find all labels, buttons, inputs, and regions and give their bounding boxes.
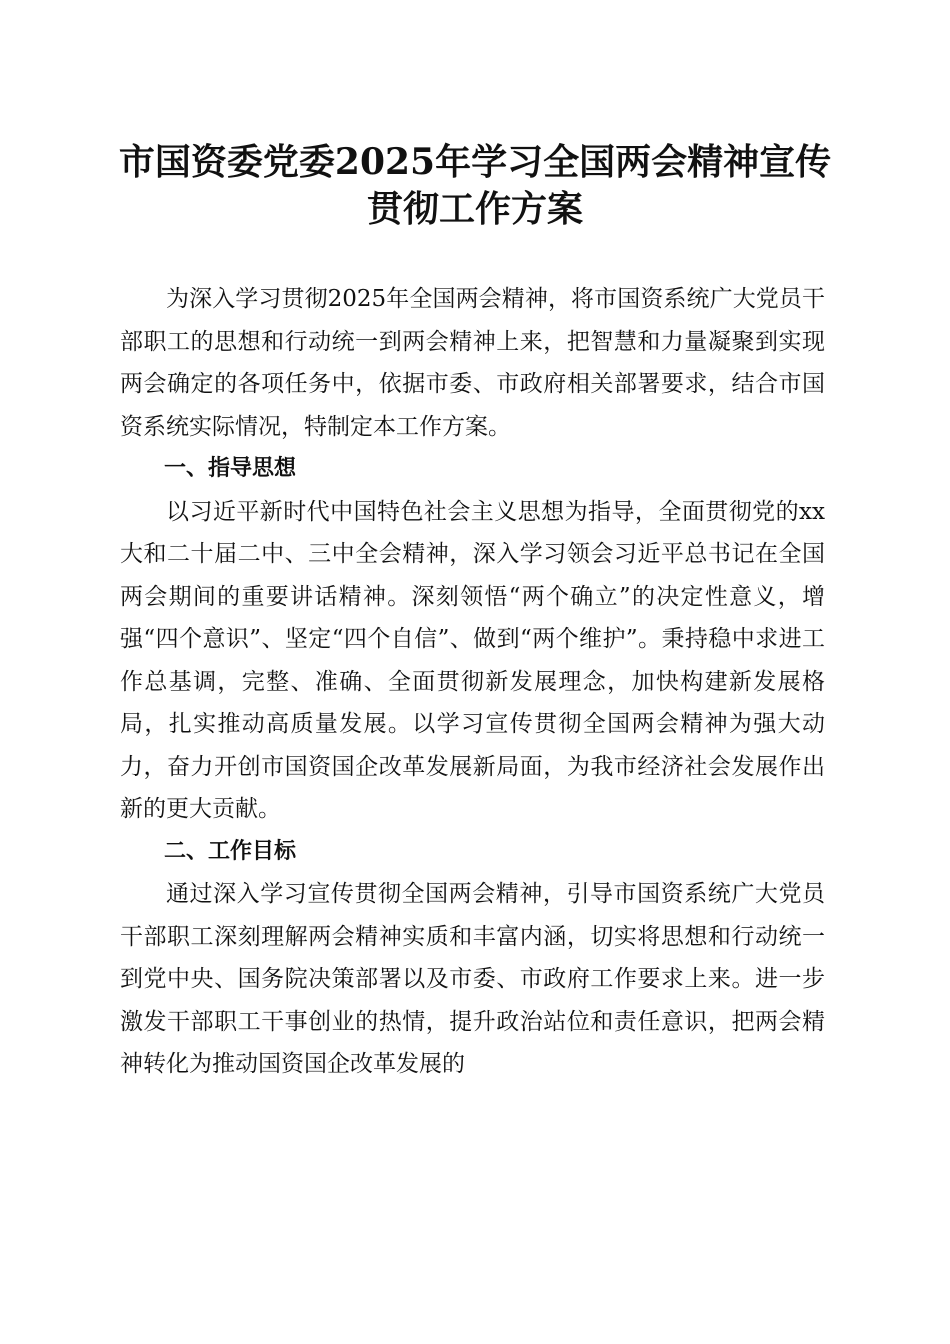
intro-paragraph: 为深入学习贯彻2025年全国两会精神，将市国资系统广大党员干部职工的思想和行动统一到两会精神上来，把智慧和力量凝聚到实现两会确定的各项任务中，依据市委、市政府相关部署要求，结合市国资系统实际情况，特制定本工作方案。 — [120, 286, 825, 440]
work-goals-paragraph: 通过深入学习宣传贯彻全国两会精神，引导市国资系统广大党员干部职工深刻理解两会精神实质和丰富内涵，切实将思想和行动统一到党中央、国务院决策部署以及市委、市政府工作要求上来。进一步激发干部职工干事创业的热情，提升政治站位和责任意识，把两会精神转化为推动国资国企改革发展的 — [120, 881, 825, 1077]
document-title-line-2: 贯彻工作方案 — [366, 188, 583, 230]
section-heading-work-goals: 二、工作目标 — [164, 838, 297, 864]
document-body — [120, 278, 825, 1086]
document-title-line-1: 市国资委党委2025年学习全国两会精神宣传 — [118, 141, 832, 183]
guiding-ideology-paragraph: 以习近平新时代中国特色社会主义思想为指导，全面贯彻党的xx大和二十届二中、三中全会精神，深入学习领会习近平总书记在全国两会期间的重要讲话精神。深刻领悟“两个确立”的决定性意义，增强“四个意识”、坚定“四个自信”、做到“两个维护”。秉持稳中求进工作总基调，完整、准确、全面贯彻新发展理念，加快构建新发展格局，扎实推动高质量发展。以学习宣传贯彻全国两会精神为强大动力，奋力开创市国资国企改革发展新局面，为我市经济社会发展作出新的更大贡献。 — [120, 498, 825, 822]
section-heading-guiding-ideology: 一、指导思想 — [164, 456, 297, 481]
